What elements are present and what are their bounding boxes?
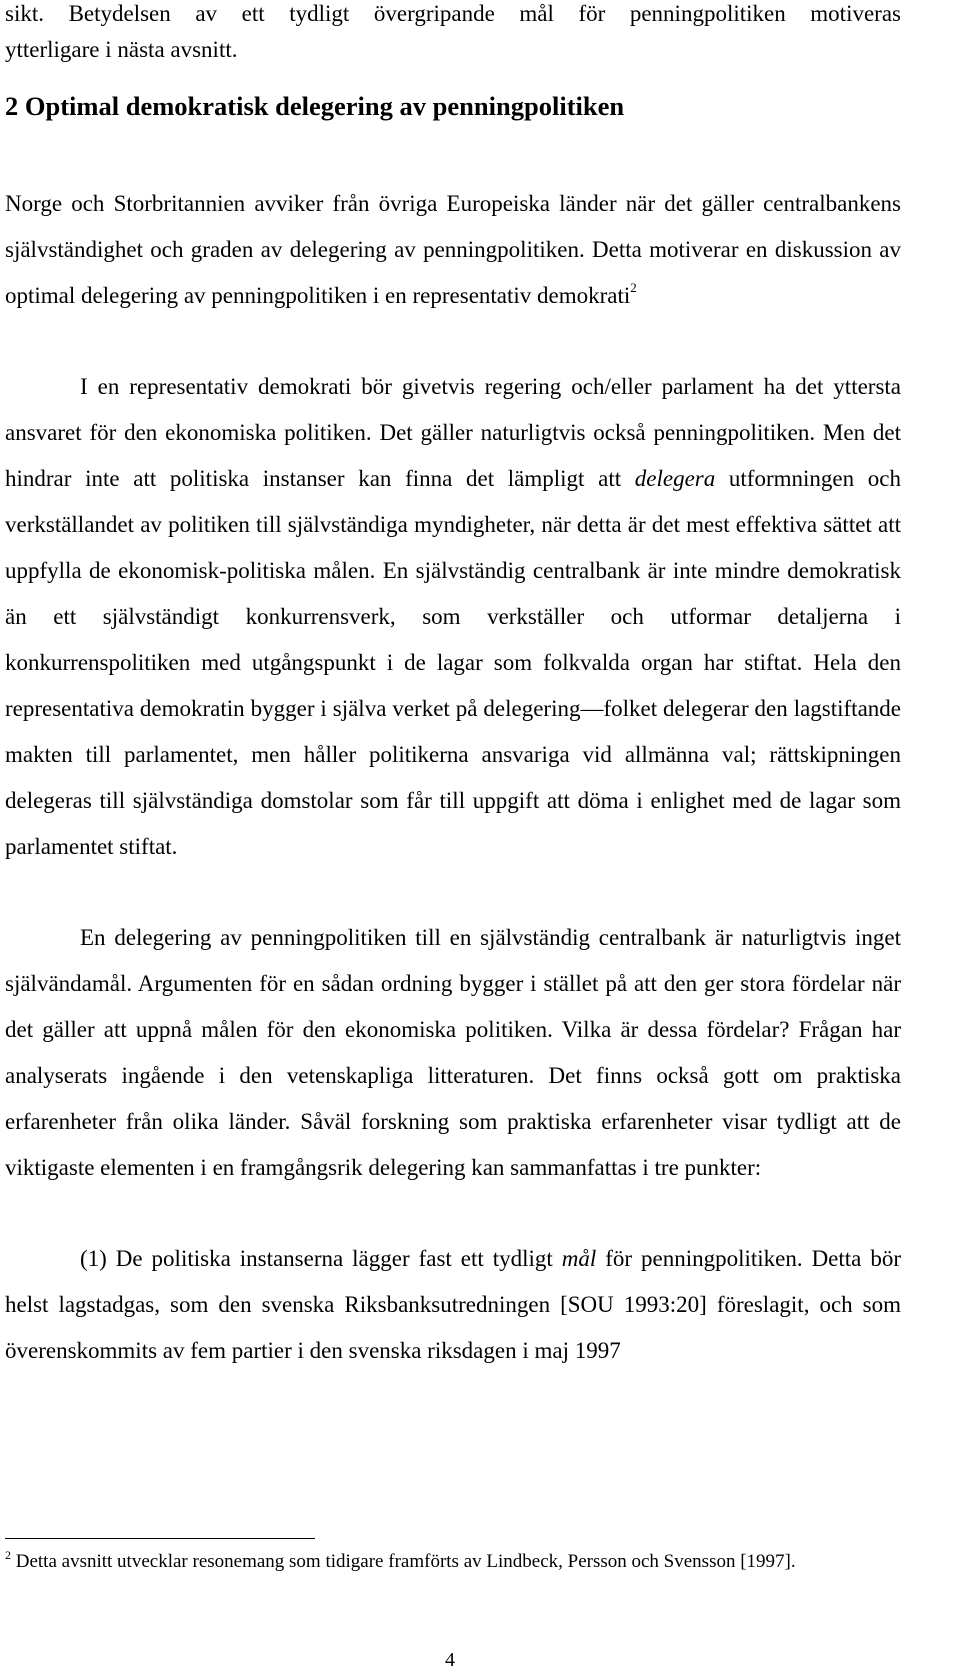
paragraph-4-text-b: för penningpolitiken. Detta bör helst lagstadgas, som den svenska Riksbanksutredningen [SOU 1993:20] föreslagit, och som överenskommits av fem partier i den svenska riksdagen i maj 1997	[5, 1246, 902, 1363]
paragraph-2-text-b: utformningen och verkställandet av politiken till självständiga myndigheter, när detta är det mest effektiva sättet att uppfylla de ekonomisk-politiska målen. En självständig centralbank är inte mindre demokratisk än ett självständigt konkurrensverk, som verkställer och utformar detaljerna i konkurrenspolitiken med utgångspunkt i de lagar som folkvalda organ har stiftat. Hela den representativa demokratin bygger i själva verket på delegering—folket delegerar den lagstiftande makten till parlamentet, men håller politikerna ansvariga vid allmänna val; rättskipningen delegeras till självständiga domstolar som får till uppgift att döma i enlighet med de lagar som parlamentet stiftat.	[5, 466, 901, 859]
footnote	[5, 1549, 875, 1575]
paragraph-1	[5, 181, 901, 319]
continuation-line-1: sikt. Betydelsen av ett tydligt övergripande mål för penningpolitiken motiveras	[5, 1, 901, 26]
paragraph-2-italic: delegera	[634, 466, 716, 491]
paragraph-2-text-a: I en representativ demokrati bör givetvis regering och/eller parlament ha det yttersta ansvaret för den ekonomiska politiken. Det gäller naturligtvis också penningpolitiken. Men det hindrar inte att politiska instanser kan finna det lämpligt att	[5, 374, 901, 491]
continuation-line-2: ytterligare i nästa avsnitt.	[5, 37, 238, 62]
paragraph-4	[5, 1236, 901, 1374]
footnote-ref: 2	[630, 280, 637, 295]
paragraph-3: En delegering av penningpolitiken till en självständig centralbank är naturligtvis inget självändamål. Argumenten för en sådan ordning bygger i stället på att den ger stora fördelar när det gäller att uppnå målen för den ekonomiska politiken. Vilka är dessa fördelar? Frågan har analyserats ingående i den vetenskapliga litteraturen. Det finns också gott om praktiska erfarenheter från olika länder. Såväl forskning som praktiska erfarenheter visar tydligt att de viktigaste elementen i en framgångsrik delegering kan sammanfattas i tre punkter:	[5, 925, 901, 1180]
continuation-text	[5, 0, 901, 73]
section-heading: 2 Optimal demokratisk delegering av penningpolitiken	[5, 91, 625, 121]
footnote-text: Detta avsnitt utvecklar resonemang som tidigare framförts av Lindbeck, Persson och Svensson [1997].	[11, 1551, 796, 1572]
paragraph-1-text: Norge och Storbritannien avviker från övriga Europeiska länder när det gäller centralbankens självständighet och graden av delegering av penningpolitiken. Detta motiverar en diskussion av optimal delegering av penningpolitiken i en representativ demokrati	[5, 191, 901, 308]
paragraph-4-italic: mål	[561, 1246, 597, 1271]
footnote-separator	[5, 1538, 315, 1539]
paragraph-2	[5, 364, 901, 870]
paragraph-4-text-a: (1) De politiska instanserna lägger fast ett tydligt	[80, 1246, 562, 1271]
footnote-number: 2	[5, 1548, 11, 1562]
page-number: 4	[445, 1649, 455, 1671]
